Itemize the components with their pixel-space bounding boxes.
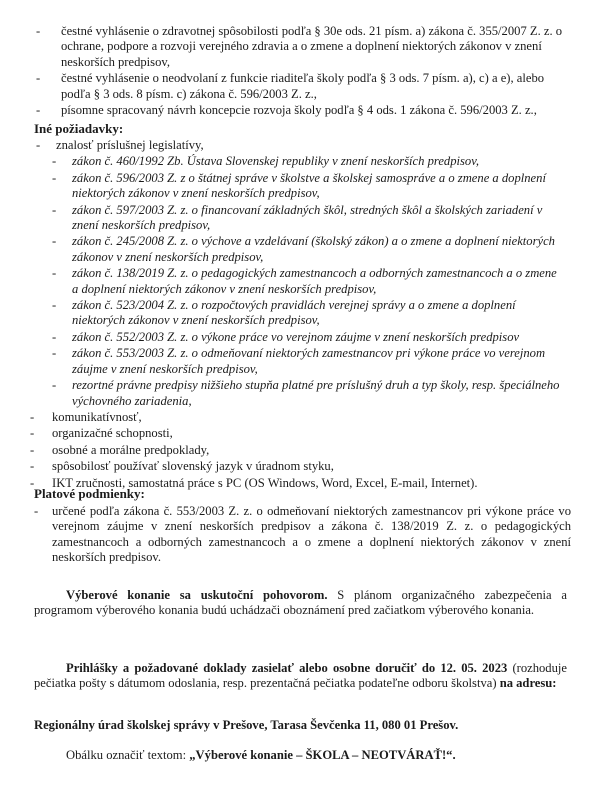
law-item: - zákon č. 523/2004 Z. z. o rozpočtových pravidlách verejnej správy a o zmene a doplnení niektorých zákonov v znení neskorších predpisov, <box>52 298 516 328</box>
skill-item: - IKT zručnosti, samostatná práce s PC (OS Windows, Word, Excel, E-mail, Internet). <box>30 475 478 490</box>
salary-list <box>0 504 605 567</box>
skill-item: - osobné a morálne predpoklady, <box>30 442 210 457</box>
skill-item: - komunikatívnosť, <box>30 409 142 424</box>
top-requirements-list <box>0 24 605 119</box>
list-item: - písomne spracovaný návrh koncepcie rozvoja školy podľa § 4 ods. 1 zákona č. 596/2003 Z. z., <box>36 103 537 118</box>
law-item: - zákon č. 552/2003 Z. z. o výkone práce vo verejnom záujme v znení neskorších predpisov <box>52 329 520 344</box>
law-item: - zákon č. 553/2003 Z. z. o odmeňovaní niektorých zamestnancov pri výkone práce vo verejnom záujme v znení neskorších predpisov, <box>52 346 546 376</box>
law-item: - zákon č. 597/2003 Z. z. o financovaní základných škôl, stredných škôl a školských zariadení v znení neskorších predpisov, <box>52 202 543 233</box>
list-item: - čestné vyhlásenie o neodvolaní z funkcie riaditeľa školy podľa § 3 ods. 7 písm. a), c) a e), alebo podľa § 3 ods. 8 písm. c) zákona č. 596/2003 Z. z., <box>36 71 545 101</box>
salary-heading: Platové podmienky: <box>34 486 145 501</box>
other-requirements-list <box>0 138 605 492</box>
skill-item: - organizačné schopnosti, <box>30 426 173 441</box>
application-paragraph: Prihlášky a požadované doklady zasielať alebo osobne doručiť do 12. 05. 2023 (rozhoduje pečiatka pošty s dátumom odoslania, resp. prezentačná pečiatka podateľne odboru školstva) na adresu: <box>34 661 567 691</box>
other-requirements-heading: Iné požiadavky: <box>34 121 124 136</box>
address-line: Regionálny úrad školskej správy v Prešove, Tarasa Ševčenka 11, 080 01 Prešov. <box>34 718 459 732</box>
law-item: - zákon č. 596/2003 Z. z o štátnej správe v školstve a školskej samospráve a o zmene a doplnení niektorých zákonov v znení neskorších predpisov, <box>52 170 546 201</box>
envelope-line: Obálku označiť textom: „Výberové konanie – ŠKOLA – NEOTVÁRAŤ!“. <box>66 748 456 762</box>
law-item: - zákon č. 138/2019 Z. z. o pedagogických zamestnancoch a odborných zamestnancoch a o zmene a doplnení niektorých zákonov v znení neskorších predpisov, <box>52 266 557 296</box>
list-item: - čestné vyhlásenie o zdravotnej spôsobilosti podľa § 30e ods. 21 písm. a) zákona č. 355/2007 Z. z. o ochrane, podpore a rozvoji verejného zdravia a o zmene a doplnení niektorých zákonov v znení neskorších predpisov, <box>36 24 563 69</box>
law-item: - zákon č. 460/1992 Zb. Ústava Slovenskej republiky v znení neskorších predpisov, <box>52 154 479 169</box>
law-item: - rezortné právne predpisy nižšieho stupňa platné pre príslušný druh a typ školy, resp. špeciálneho výchovného zariadenia, <box>52 378 560 408</box>
interview-paragraph: Výberové konanie sa uskutoční pohovorom. S plánom organizačného zabezpečenia a programom výberového konania budú uchádzači oboznámení pred začiatkom výberového konania. <box>34 588 567 618</box>
law-item: - zákon č. 245/2008 Z. z. o výchove a vzdelávaní (školský zákon) a o zmene a doplnení niektorých zákonov v znení neskorších predpisov, <box>52 234 555 264</box>
list-item: - určené podľa zákona č. 553/2003 Z. z. o odmeňovaní niektorých zamestnancov pri výkone práce vo verejnom záujme v znení neskorších predpisov a zákona č. 138/2019 Z. z. o pedagogických zamestnancoch a odborných zamestnancoch a o zmene a doplnení niektorých zákonov v znení neskorších predpisov. <box>34 504 571 565</box>
list-item: - znalosť príslušnej legislatívy, <box>36 138 204 152</box>
skill-item: - spôsobilosť používať slovenský jazyk v úradnom styku, <box>30 459 334 474</box>
